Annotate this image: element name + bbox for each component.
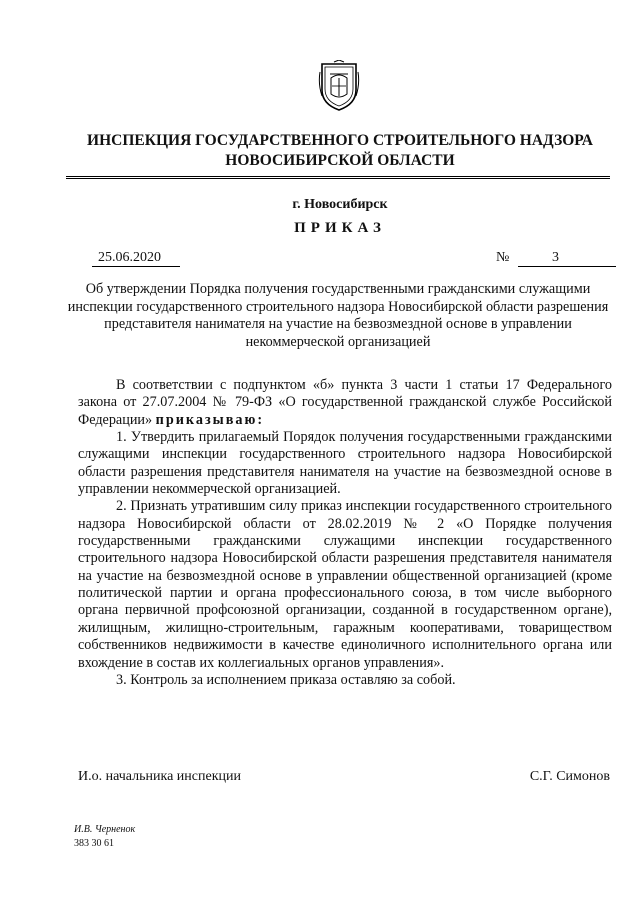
item-1-paragraph: 1. Утвердить прилагаемый Порядок получения государственными гражданскими служащими инспекции государственного строительного надзора Новосибирской области разрешения представителя нанимателя на участие на безвозмездной основе в управлении некоммерческой организацией. <box>78 429 612 498</box>
document-title: ПРИКАЗ <box>294 220 386 236</box>
preamble-paragraph <box>78 377 612 429</box>
document-date: 25.06.2020 <box>92 249 180 267</box>
coat-of-arms-icon <box>318 60 360 112</box>
org-name-line1: ИНСПЕКЦИЯ ГОСУДАРСТВЕННОГО СТРОИТЕЛЬНОГО НАДЗОРА <box>87 132 593 149</box>
org-name-line2: НОВОСИБИРСКОЙ ОБЛАСТИ <box>225 152 455 169</box>
header-divider <box>66 176 610 177</box>
document-number: 3 <box>518 249 616 267</box>
item-3-paragraph: 3. Контроль за исполнением приказа оставляю за собой. <box>116 671 456 688</box>
header-divider-second <box>66 178 610 179</box>
document-body <box>78 377 612 689</box>
city-name: г. Новосибирск <box>292 197 388 212</box>
document-number-label: № <box>496 250 510 265</box>
item-2-paragraph: 2. Признать утратившим силу приказ инспекции государственного строительного надзора Новосибирской области от 28.02.2019 № 2 «О Порядке получения государственными гражданскими служащими инспекции государственного строительного надзора Новосибирской области разрешения представителя нанимателя на участие на безвозмездной основе в управлении общественной организацией (кроме политической партии и органа профессионального союза, в том числе выборного органа первичной профсоюзной организации, созданной в государственном органе), жилищным, жилищно-строительным, гаражным кооперативами, товариществом собственников недвижимости в качестве единоличного исполнительного органа или вхождение в состав их коллегиальных органов управления». <box>78 498 612 671</box>
document-subject: Об утверждении Порядка получения государственными гражданскими служащими инспекции государственного строительного надзора Новосибирской области разрешения представителя нанимателя на участие на безвозмездной основе в управлении некоммерческой организацией <box>67 281 609 350</box>
signer-name: С.Г. Симонов <box>529 769 610 784</box>
executor-name: И.В. Черненок <box>74 824 136 835</box>
order-word: приказываю: <box>155 411 265 428</box>
signer-position: И.о. начальника инспекции <box>78 769 241 784</box>
executor-phone: 383 30 61 <box>74 838 114 849</box>
preamble-text: В соответствии с подпунктом «б» пункта 3 части 1 статьи 17 Федерального закона от 27.07.2004 № 79-ФЗ «О государственной гражданской службе Российской Федерации» <box>78 377 612 428</box>
